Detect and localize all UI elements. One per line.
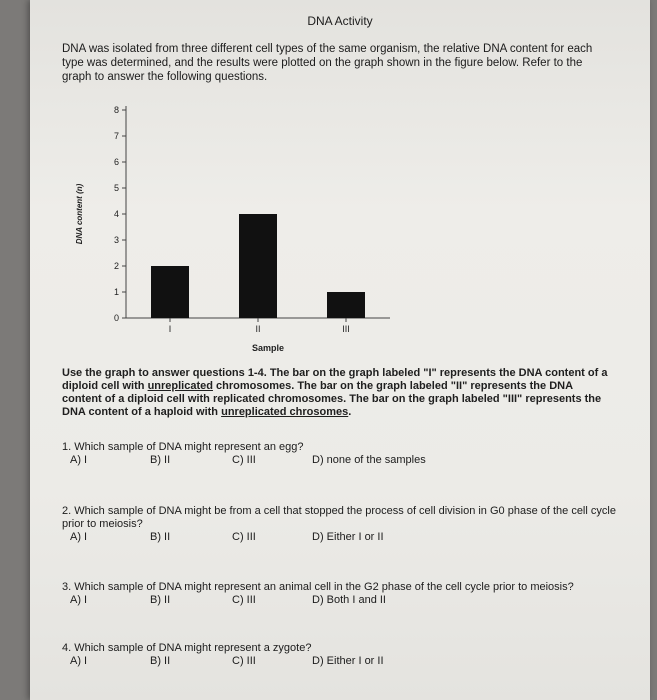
- option-b[interactable]: B) II: [150, 454, 171, 466]
- instructions-end: .: [348, 406, 352, 418]
- option-a[interactable]: A) I: [70, 454, 88, 466]
- option-b[interactable]: B) II: [150, 655, 171, 667]
- option-d[interactable]: D) Both I and II: [312, 594, 386, 606]
- question-text: 3. Which sample of DNA might represent an animal cell in the G2 phase of the cell cycle prior to meiosis?: [62, 581, 574, 593]
- question-text: 1. Which sample of DNA might represent an egg?: [62, 441, 304, 453]
- option-b[interactable]: B) II: [150, 531, 171, 543]
- y-tick-label: 4: [113, 209, 119, 219]
- question-1: [62, 441, 622, 467]
- option-a[interactable]: A) I: [70, 531, 88, 543]
- question-3: [62, 581, 622, 607]
- instructions-underlined-2: unreplicated chrosomes: [221, 406, 349, 418]
- x-tick-label: II: [255, 324, 261, 334]
- y-axis-label: DNA content (n): [75, 183, 84, 245]
- option-c[interactable]: C) III: [232, 655, 256, 667]
- option-c[interactable]: C) III: [232, 594, 256, 606]
- instructions-underlined-1: unreplicated: [147, 380, 213, 392]
- instructions-paragraph: [62, 367, 612, 419]
- question-2: [62, 505, 622, 544]
- worksheet-page: [30, 0, 650, 700]
- question-text: 2. Which sample of DNA might be from a cell that stopped the process of cell division in G0 phase of the cell cycle prior to meiosis?: [62, 505, 616, 530]
- y-tick-label: 2: [113, 261, 119, 271]
- option-a[interactable]: A) I: [70, 594, 88, 606]
- question-text: 4. Which sample of DNA might represent a zygote?: [62, 642, 312, 654]
- option-d[interactable]: D) Either I or II: [312, 655, 384, 667]
- option-a[interactable]: A) I: [70, 655, 88, 667]
- dna-content-chart: [60, 100, 400, 360]
- x-tick-label: III: [342, 324, 350, 334]
- y-tick-label: 7: [113, 131, 119, 141]
- y-tick-label: 6: [113, 157, 119, 167]
- chart-svg: [60, 100, 400, 360]
- x-axis-label: Sample: [251, 343, 285, 353]
- instructions-text-1: Use the graph to answer questions 1-4. The bar on the graph labeled "I" represents the DNA content of a diploid cell with: [62, 367, 608, 392]
- y-tick-label: 5: [113, 183, 119, 193]
- y-tick-label: 0: [113, 313, 119, 323]
- x-tick-label: I: [168, 324, 172, 334]
- bar-sample-3: [327, 292, 365, 318]
- question-4: [62, 642, 622, 668]
- option-d[interactable]: D) Either I or II: [312, 531, 384, 543]
- option-c[interactable]: C) III: [232, 531, 256, 543]
- worksheet-title: DNA Activity: [307, 14, 373, 28]
- bar-sample-1: [151, 266, 189, 318]
- bar-sample-2: [239, 214, 277, 318]
- option-d[interactable]: D) none of the samples: [312, 454, 426, 466]
- instructions-text-2: chromosomes. The bar on the graph labeled "II" represents the DNA content of a diploid cell with replicated chromosomes. The bar on the graph labeled "III" represents the DNA content of a haploid with: [62, 380, 602, 418]
- y-tick-label: 3: [113, 235, 119, 245]
- y-tick-label: 8: [113, 105, 119, 115]
- intro-paragraph: DNA was isolated from three different cell types of the same organism, the relative DNA content for each type was determined, and the results were plotted on the graph shown in the figure below. Refer to the graph to answer the following questions.: [62, 43, 593, 83]
- option-b[interactable]: B) II: [150, 594, 171, 606]
- y-tick-label: 1: [113, 287, 119, 297]
- option-c[interactable]: C) III: [232, 454, 256, 466]
